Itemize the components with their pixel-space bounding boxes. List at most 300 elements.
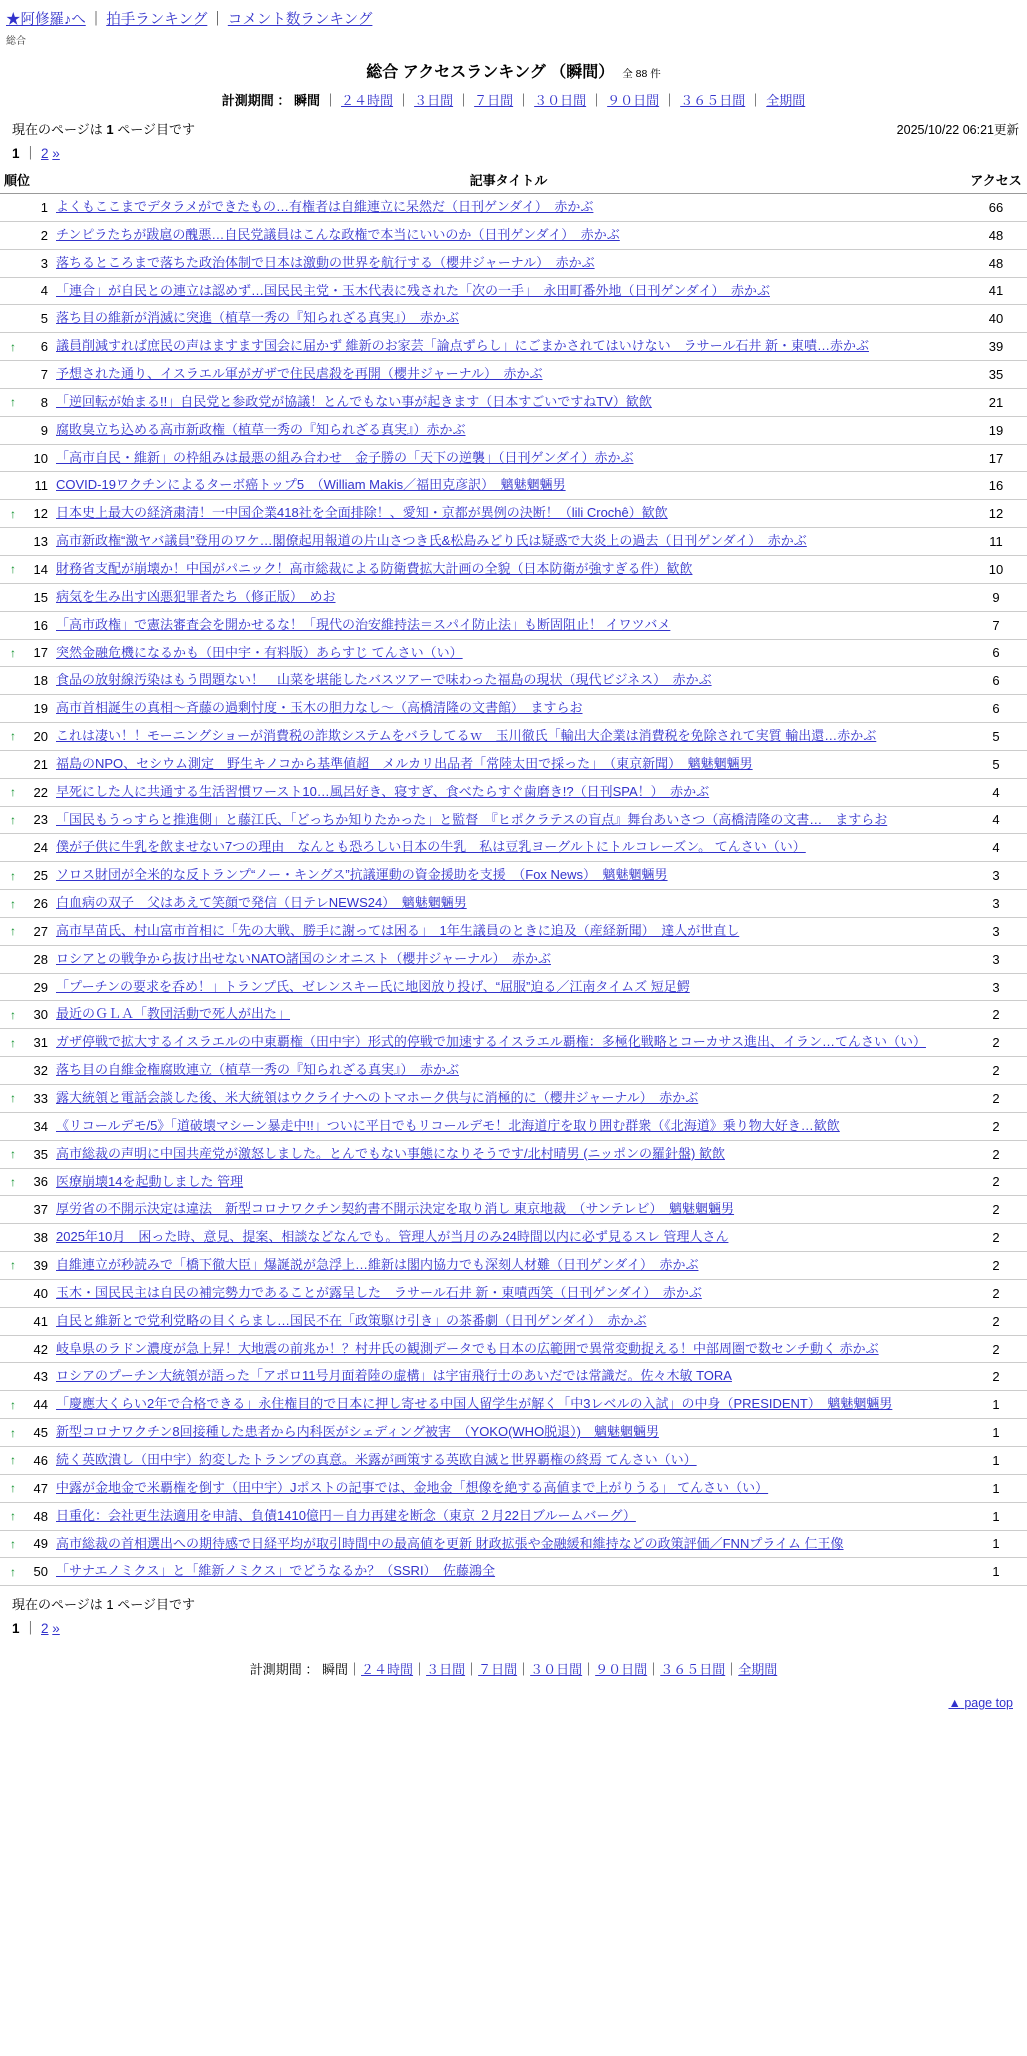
table-row	[0, 890, 1027, 918]
article-title-link[interactable]: 突然金融危機になるかも（田中宇・有料版）あらすじ てんさい（い）	[56, 644, 463, 660]
table-row	[0, 416, 1027, 444]
article-title-link[interactable]: ロシアのプーチン大統領が語った「アポロ11号月面着陸の虚構」は宇宙飛行士のあいだでは常識だ。佐々木敏 TORA	[56, 1368, 732, 1384]
table-row	[0, 611, 1027, 639]
arrow-up-icon: ↑	[10, 1091, 16, 1106]
article-title-link[interactable]: 早死にした人に共通する生活習慣ワースト10…風呂好き、寝すぎ、食べたらすぐ歯磨き!?（日刊SPA！） 赤かぶ	[56, 783, 710, 799]
rank-number: 50	[33, 1564, 48, 1580]
table-row	[0, 1391, 1027, 1419]
rank-number: 21	[33, 756, 48, 772]
arrow-up-icon: ↑	[10, 1509, 16, 1524]
table-row	[0, 1446, 1027, 1474]
title-cell	[52, 1196, 965, 1224]
rank-cell	[0, 1419, 52, 1447]
table-row	[0, 695, 1027, 723]
rank-number: 47	[33, 1480, 48, 1496]
rank-cell	[0, 416, 52, 444]
nav-link-applause-ranking[interactable]: 拍手ランキング	[106, 12, 208, 28]
current-page-prefix: 現在のページは	[12, 122, 103, 137]
rank-number: 6	[40, 339, 48, 355]
access-count-cell: 2	[965, 1252, 1027, 1280]
page-link-1: 1	[12, 146, 20, 161]
rank-number: 41	[33, 1313, 48, 1329]
current-page-suffix: ページ目です	[117, 122, 195, 137]
article-title-link[interactable]: 最近のＧＬＡ「教団活動で死人が出た」	[56, 1006, 291, 1022]
access-count-cell: 35	[965, 361, 1027, 389]
table-row	[0, 472, 1027, 500]
article-title-link[interactable]: 続く英欧潰し（田中宇）約変したトランプの真意。米露が画策する英欧自滅と世界覇権の終焉 てんさい（い）	[56, 1451, 697, 1467]
article-title-link[interactable]: 日重化：会社更生法適用を申請、負債1410億円－自力再建を断念（東京 ２月22日ブルームバーグ）	[56, 1507, 636, 1523]
rank-number: 24	[33, 840, 48, 856]
rank-cell	[0, 667, 52, 695]
page-link-2-bottom[interactable]: 2	[41, 1621, 49, 1637]
access-count-cell: 2	[965, 1168, 1027, 1196]
rank-cell	[0, 639, 52, 667]
table-row	[0, 1112, 1027, 1140]
access-count-cell: 3	[965, 917, 1027, 945]
rank-cell	[0, 611, 52, 639]
rank-number: 29	[33, 979, 48, 995]
rank-number: 33	[33, 1090, 48, 1106]
arrow-up-icon: ↑	[10, 395, 16, 410]
arrow-up-icon: ↑	[10, 562, 16, 577]
access-count-cell: 2	[965, 1196, 1027, 1224]
article-title-link[interactable]: 高市総裁の声明に中国共産党が激怒しました。とんでもない事態になりそうです/北村晴男 (ニッポンの羅針盤) 歓飲	[56, 1145, 725, 1161]
access-count-cell: 1	[965, 1530, 1027, 1558]
rank-number: 1	[40, 199, 48, 215]
page-title: 総合 アクセスランキング （瞬間）	[366, 64, 615, 81]
title-cell	[52, 778, 965, 806]
article-title-link[interactable]: 露大統領と電話会談した後、米大統領はウクライナへのトマホーク供与に消極的に（櫻井ジャーナル） 赤かぶ	[56, 1090, 699, 1105]
rank-number: 19	[33, 701, 48, 717]
arrow-up-icon: ↑	[10, 812, 16, 827]
article-title-link[interactable]: 自民と維新とで党利党略の目くらまし…国民不在「政策駆け引き」の茶番劇（日刊ゲンダイ） 赤かぶ	[56, 1312, 647, 1328]
access-count-cell: 1	[965, 1502, 1027, 1530]
article-title-link[interactable]: 議員削減すれば庶民の声はますます国会に届かず 維新のお家芸「論点ずらし」にごまかされてはいけない ラサール石井 新・東嘖…赤かぶ	[56, 338, 869, 354]
article-title-link[interactable]: これは凄い！！モーニングショーが消費税の詐欺システムをバラしてるｗ 玉川徹氏「輸出大企業は消費税を免除されて実質 輸出還…赤かぶ	[56, 728, 877, 744]
period-option-7d[interactable]: ７日間	[474, 93, 514, 108]
rank-number: 9	[40, 422, 48, 438]
rank-number: 28	[33, 951, 48, 967]
access-count-cell: 1	[965, 1474, 1027, 1502]
arrow-up-icon: ↑	[10, 1147, 16, 1162]
table-row	[0, 945, 1027, 973]
table-row	[0, 1252, 1027, 1280]
rank-number: 3	[40, 255, 48, 271]
title-cell	[52, 973, 965, 1001]
article-title-link[interactable]: 腐敗臭立ち込める高市新政権（植草一秀の『知られざる真実』）赤かぶ	[56, 421, 466, 437]
period-sep-3: ｜	[457, 93, 471, 108]
article-title-link[interactable]: 自維連立が秒読みで「橋下徹大臣」爆誕説が急浮上…維新は閣内協力でも深刻人材難（日刊ゲンダイ） 赤かぶ	[56, 1257, 699, 1273]
rank-number: 36	[33, 1174, 48, 1190]
access-count-cell: 6	[965, 695, 1027, 723]
title-cell	[52, 806, 965, 834]
title-cell	[52, 890, 965, 918]
rank-number: 25	[33, 868, 48, 884]
table-row	[0, 1474, 1027, 1502]
access-count-cell: 2	[965, 1140, 1027, 1168]
table-row	[0, 1168, 1027, 1196]
period-option-30d-bottom[interactable]: ３０日間	[530, 1662, 583, 1678]
rank-cell	[0, 528, 52, 556]
table-row	[0, 1057, 1027, 1085]
period-label-bottom: 計測期間 ：	[249, 1662, 319, 1678]
access-count-cell: 2	[965, 1029, 1027, 1057]
access-count-cell: 7	[965, 611, 1027, 639]
arrow-up-icon: ↑	[10, 1453, 16, 1468]
arrow-up-icon: ↑	[10, 1035, 16, 1050]
table-row	[0, 1140, 1027, 1168]
column-header-rank: 順位	[0, 168, 52, 194]
page-link-next-bottom[interactable]: »	[52, 1621, 60, 1637]
rank-number: 22	[33, 784, 48, 800]
rank-cell	[0, 500, 52, 528]
title-cell	[52, 1530, 965, 1558]
rank-cell	[0, 1391, 52, 1419]
title-cell	[52, 1085, 965, 1113]
nav-link-comment-ranking[interactable]: コメント数ランキング	[227, 12, 373, 28]
table-header-row	[0, 168, 1027, 194]
rank-number: 4	[40, 283, 48, 299]
rank-cell	[0, 1085, 52, 1113]
rank-cell	[0, 249, 52, 277]
article-title-link[interactable]: 落ち目の維新が消滅に突進（植草一秀の『知られざる真実』） 赤かぶ	[56, 310, 460, 326]
table-row	[0, 667, 1027, 695]
table-row	[0, 778, 1027, 806]
access-count-cell: 48	[965, 249, 1027, 277]
rank-cell	[0, 723, 52, 751]
title-cell	[52, 834, 965, 862]
access-count-cell: 2	[965, 1335, 1027, 1363]
breadcrumb: 総合	[6, 36, 26, 47]
period-option-all-bottom[interactable]: 全期間	[738, 1662, 778, 1678]
rank-cell	[0, 221, 52, 249]
rank-number: 7	[40, 366, 48, 382]
period-option-24h-bottom[interactable]: ２４時間	[361, 1662, 414, 1678]
rank-cell	[0, 1530, 52, 1558]
article-title-link[interactable]: よくもここまでデタラメができたもの…有権者は自維連立に呆然だ（日刊ゲンダイ） 赤かぶ	[56, 199, 594, 214]
article-title-link[interactable]: COVID-19ワクチンによるターボ癌トップ5 （William Makis／福田克彦訳） 魑魅魍魎男	[56, 477, 566, 493]
rank-number: 23	[33, 812, 48, 828]
table-row	[0, 1279, 1027, 1307]
period-option-24h[interactable]: ２４時間	[341, 93, 394, 108]
access-count-cell: 4	[965, 806, 1027, 834]
title-cell	[52, 862, 965, 890]
current-page-indicator-top	[12, 119, 195, 138]
article-title-link[interactable]: 《リコールデモ/5》「道破壊マシーン暴走中!!」ついに平日でもリコールデモ！北海道庁を取り囲む群衆（《北海道》乗り物大好き…歓飲	[56, 1117, 840, 1133]
access-count-cell: 12	[965, 500, 1027, 528]
rank-cell	[0, 305, 52, 333]
article-title-link[interactable]: 落ち目の自維金権腐敗連立（植草一秀の『知られざる真実』） 赤かぶ	[56, 1062, 460, 1078]
rank-cell	[0, 1112, 52, 1140]
title-cell	[52, 333, 965, 361]
rank-cell	[0, 1001, 52, 1029]
access-count-cell: 5	[965, 750, 1027, 778]
title-cell	[52, 388, 965, 416]
pager-sep-top: ｜	[23, 146, 38, 161]
article-title-link[interactable]: 「高市政権」で憲法審査会を開かせるな！「現代の治安維持法＝スパイ防止法」も断固阻止！ イワツバメ	[56, 616, 671, 632]
period-sep-5: ｜	[590, 93, 604, 108]
title-cell	[52, 945, 965, 973]
access-count-cell: 2	[965, 1279, 1027, 1307]
article-title-link[interactable]: 医療崩壊14を起動しました 管理	[56, 1173, 244, 1189]
access-count-cell: 3	[965, 890, 1027, 918]
rank-number: 35	[33, 1146, 48, 1162]
table-row	[0, 1029, 1027, 1057]
article-title-link[interactable]: 白血病の双子 父はあえて笑顔で発信（日テレNEWS24） 魑魅魍魎男	[56, 895, 467, 911]
title-cell	[52, 1029, 965, 1057]
rank-cell	[0, 945, 52, 973]
title-cell	[52, 1279, 965, 1307]
nav-link-home[interactable]: ★阿修羅♪へ	[6, 12, 86, 28]
table-row	[0, 500, 1027, 528]
article-title-link[interactable]: 財務省支配が崩壊か！中国がパニック！高市総裁による防衛費拡大計画の全貌（日本防衛が強すぎる件）歓飲	[56, 560, 693, 576]
arrow-up-icon: ↑	[10, 924, 16, 939]
title-cell	[52, 472, 965, 500]
access-count-cell: 21	[965, 388, 1027, 416]
article-title-link[interactable]: 岐阜県のラドン濃度が急上昇！大地震の前兆か！？村井氏の観測データでも日本の広範囲で異常変動捉える！中部周圏で数センチ動く 赤かぶ	[56, 1340, 879, 1356]
rank-number: 32	[33, 1063, 48, 1079]
article-title-link[interactable]: 「連合」が自民との連立は認めず…国民民主党・玉木代表に残された「次の一手」 永田町番外地（日刊ゲンダイ） 赤かぶ	[56, 282, 770, 298]
article-title-link[interactable]: 高市早苗氏、村山富市首相に「先の大戦、勝手に謝っては困る」 1年生議員のときに追及（産経新聞） 達人が世直し	[56, 922, 740, 938]
title-cell	[52, 249, 965, 277]
title-cell	[52, 1001, 965, 1029]
access-count-cell: 3	[965, 945, 1027, 973]
title-cell	[52, 1363, 965, 1391]
top-navigation	[0, 0, 1027, 32]
rank-cell	[0, 333, 52, 361]
arrow-up-icon: ↑	[10, 1007, 16, 1022]
title-cell	[52, 639, 965, 667]
access-count-cell: 17	[965, 444, 1027, 472]
rank-number: 5	[40, 311, 48, 327]
title-cell	[52, 528, 965, 556]
article-title-link[interactable]: 高市新政権“激ヤバ議員”登用のワケ…閣僚起用報道の片山さつき氏&松島みどり氏は疑惑で大炎上の過去（日刊ゲンダイ） 赤かぶ	[56, 533, 807, 549]
current-page-suffix-bottom: ページ目です	[117, 1597, 195, 1613]
page-link-1-bottom: 1	[12, 1621, 20, 1637]
current-page-prefix-bottom: 現在のページは	[12, 1597, 103, 1613]
article-title-link[interactable]: チンピラたちが跋扈の醜悪…自民党議員はこんな政権で本当にいいのか（日刊ゲンダイ） 赤かぶ	[56, 226, 620, 242]
page-link-next[interactable]: »	[52, 146, 60, 161]
table-row	[0, 1307, 1027, 1335]
access-count-cell: 48	[965, 221, 1027, 249]
rank-cell	[0, 1196, 52, 1224]
access-count-cell: 4	[965, 834, 1027, 862]
rank-cell	[0, 1474, 52, 1502]
rank-cell	[0, 917, 52, 945]
title-cell	[52, 611, 965, 639]
table-row	[0, 555, 1027, 583]
title-cell	[52, 1391, 965, 1419]
period-option-30d[interactable]: ３０日間	[534, 93, 587, 108]
page-link-2[interactable]: 2	[41, 146, 49, 161]
table-row	[0, 221, 1027, 249]
arrow-up-icon: ↑	[10, 868, 16, 883]
article-title-link[interactable]: 2025年10月 困った時、意見、提案、相談などなんでも。管理人が当月のみ24時間以内に必ず見るスレ 管理人さん	[56, 1229, 729, 1245]
article-title-link[interactable]: 高市首相誕生の真相〜斉藤の過剰忖度・玉木の胆力なし〜（高橋清隆の文書館） ますらお	[56, 700, 583, 716]
period-sep-6: ｜	[663, 93, 677, 108]
rank-number: 45	[33, 1425, 48, 1441]
table-row	[0, 249, 1027, 277]
rank-cell	[0, 1446, 52, 1474]
article-title-link[interactable]: 日本史上最大の経済粛清！一中国企業418社を全面排除！、愛知・京都が異例の決断！（lili Crochê）歓飲	[56, 505, 668, 521]
current-page-number-bottom: 1	[106, 1597, 114, 1613]
period-selector-top	[0, 90, 1027, 109]
total-count: 全 88 件	[622, 68, 661, 80]
title-cell	[52, 583, 965, 611]
column-header-title: 記事タイトル	[52, 168, 965, 194]
article-title-link[interactable]: 高市総裁の首相選出への期待感で日経平均が取引時間中の最高値を更新 財政拡張や金融緩和維持などの政策評価／FNNプライム 仁王像	[56, 1535, 844, 1551]
article-title-link[interactable]: 福島のNPO、セシウム測定 野生キノコから基準値超 メルカリ出品者「常陸太田で採った」 （東京新聞） 魑魅魍魎男	[56, 755, 753, 771]
period-option-90d-bottom[interactable]: ９０日間	[595, 1662, 648, 1678]
period-option-365d-bottom[interactable]: ３６５日間	[660, 1662, 726, 1678]
rank-cell	[0, 444, 52, 472]
article-title-link[interactable]: ソロス財団が全米的な反トランプ“ノー・キングス”抗議運動の資金援助を支援 （Fox News） 魑魅魍魎男	[56, 867, 668, 883]
article-title-link[interactable]: 「プーチンの要求を呑め！」トランプ氏、ゼレンスキー氏に地図放り投げ、“屈服”迫る／江南タイムズ 短足鰐	[56, 978, 690, 994]
access-count-cell: 2	[965, 1085, 1027, 1113]
article-title-link[interactable]: 「逆回転が始まる!!」自民党と参政党が協議！とんでもない事が起きます（日本すごいですねTV）歓飲	[56, 393, 652, 409]
article-title-link[interactable]: 玉木・国民民主は自民の補完勢力であることが露呈した ラサール石井 新・東嘖西笑（日刊ゲンダイ） 赤かぶ	[56, 1284, 702, 1300]
article-title-link[interactable]: 新型コロナワクチン8回接種した患者から内科医がシェディング被害 （YOKO(WHO脱退）) 魑魅魍魎男	[56, 1424, 660, 1440]
period-sep-1: ｜	[324, 93, 338, 108]
rank-cell	[0, 1558, 52, 1586]
access-count-cell: 2	[965, 1224, 1027, 1252]
period-label: 計測期間 ：	[221, 93, 291, 108]
article-title-link[interactable]: 中露が金地金で米覇権を倒す（田中宇）Jポストの記事では、金地金「想像を絶する高値まで上がりうる」 てんさい（い）	[56, 1479, 769, 1495]
access-count-cell: 6	[965, 639, 1027, 667]
article-title-link[interactable]: 「サナエノミクス」と「維新ノミクス」でどうなるか？（SSRI） 佐藤鴻全	[56, 1563, 496, 1579]
rank-number: 31	[33, 1035, 48, 1051]
article-title-link[interactable]: 予想された通り、イスラエル軍がガザで住民虐殺を再開（櫻井ジャーナル） 赤かぶ	[56, 366, 543, 382]
table-row	[0, 639, 1027, 667]
rank-number: 39	[33, 1257, 48, 1273]
table-row	[0, 1530, 1027, 1558]
arrow-up-icon: ↑	[10, 1536, 16, 1551]
period-option-365d[interactable]: ３６５日間	[680, 93, 746, 108]
title-cell	[52, 194, 965, 222]
table-row	[0, 917, 1027, 945]
rank-cell	[0, 555, 52, 583]
rank-cell	[0, 194, 52, 222]
page-top-link[interactable]	[948, 1696, 1013, 1710]
rank-number: 18	[33, 673, 48, 689]
table-row	[0, 333, 1027, 361]
article-title-link[interactable]: ガザ停戦で拡大するイスラエルの中東覇権（田中宇）形式的停戦で加速するイスラエル覇権：多極化戦略とコーカサス進出、イラン…てんさい（い）	[56, 1034, 926, 1050]
ranking-table	[0, 168, 1027, 1586]
table-row	[0, 1419, 1027, 1447]
access-count-cell: 2	[965, 1001, 1027, 1029]
article-title-link[interactable]: 厚労省の不開示決定は違法 新型コロナワクチン契約書不開示決定を取り消し 東京地裁 （サンテレビ） 魑魅魍魎男	[56, 1201, 735, 1217]
arrow-up-icon: ↑	[10, 896, 16, 911]
triangle-up-icon: ▲	[948, 1696, 961, 1711]
arrow-up-icon: ↑	[10, 785, 16, 800]
article-title-link[interactable]: 「慶應大くらい2年で合格できる」永住権目的で日本に押し寄せる中国人留学生が解く「中3レベルの入試」の中身（PRESIDENT） 魑魅魍魎男	[56, 1396, 893, 1412]
title-cell	[52, 1252, 965, 1280]
rank-cell	[0, 1168, 52, 1196]
period-selector-bottom	[0, 1659, 1027, 1682]
table-row	[0, 583, 1027, 611]
period-option-3d[interactable]: ３日間	[414, 93, 454, 108]
article-title-link[interactable]: 病気を生み出す凶悪犯罪者たち（修正版） めお	[56, 588, 336, 604]
pagination-bottom	[0, 1613, 1027, 1643]
title-cell	[52, 221, 965, 249]
meta-row-top	[0, 109, 1027, 138]
ranking-table-body	[0, 194, 1027, 1586]
rank-number: 43	[33, 1369, 48, 1385]
rank-number: 34	[33, 1118, 48, 1134]
access-count-cell: 2	[965, 1112, 1027, 1140]
access-count-cell: 2	[965, 1363, 1027, 1391]
access-count-cell: 1	[965, 1446, 1027, 1474]
table-row	[0, 194, 1027, 222]
arrow-up-icon: ↑	[10, 729, 16, 744]
period-sep-b2: ｜	[413, 1662, 427, 1678]
rank-cell	[0, 1252, 52, 1280]
rank-number: 49	[33, 1536, 48, 1552]
title-cell	[52, 416, 965, 444]
article-title-link[interactable]: ロシアとの戦争から抜け出せないNATO諸国のシオニスト（櫻井ジャーナル） 赤かぶ	[56, 950, 551, 966]
title-cell	[52, 1112, 965, 1140]
title-cell	[52, 1335, 965, 1363]
access-count-cell: 19	[965, 416, 1027, 444]
table-row	[0, 834, 1027, 862]
rank-number: 26	[33, 896, 48, 912]
access-count-cell: 1	[965, 1558, 1027, 1586]
arrow-up-icon: ↑	[10, 645, 16, 660]
period-option-90d[interactable]: ９０日間	[607, 93, 660, 108]
rank-number: 12	[33, 506, 48, 522]
title-cell	[52, 1224, 965, 1252]
article-title-link[interactable]: 食品の放射線汚染はもう問題ない！ 山菜を堪能したバスツアーで味わった福島の現状（現代ビジネス） 赤かぶ	[56, 672, 712, 688]
rank-number: 13	[33, 534, 48, 550]
article-title-link[interactable]: 僕が子供に牛乳を飲ませない7つの理由 なんとも恐ろしい日本の牛乳 私は豆乳ヨーグルトにトルコレーズン。 てんさい（い）	[56, 839, 806, 855]
access-count-cell: 11	[965, 528, 1027, 556]
table-row	[0, 1502, 1027, 1530]
arrow-up-icon: ↑	[10, 1174, 16, 1189]
article-title-link[interactable]: 落ちるところまで落ちた政治体制で日本は激動の世界を航行する（櫻井ジャーナル） 赤かぶ	[56, 254, 595, 270]
access-count-cell: 40	[965, 305, 1027, 333]
rank-cell	[0, 361, 52, 389]
period-sep-b3: ｜	[465, 1662, 479, 1678]
table-row	[0, 723, 1027, 751]
article-title-link[interactable]: 「国民もうっすらと推進側」と藤江氏、「どっちか知りたかった」と監督 『ヒポクラテスの盲点』舞台あいさつ（高橋清隆の文書… ますらお	[56, 811, 888, 827]
period-option-all[interactable]: 全期間	[766, 93, 806, 108]
period-option-3d-bottom[interactable]: ３日間	[426, 1662, 466, 1678]
period-sep-4: ｜	[517, 93, 531, 108]
article-title-link[interactable]: 「高市自民・維新」の枠組みは最悪の組み合わせ 金子勝の「天下の逆襲」（日刊ゲンダイ）赤かぶ	[56, 449, 634, 465]
period-sep-7: ｜	[749, 93, 763, 108]
access-count-cell: 16	[965, 472, 1027, 500]
rank-number: 17	[33, 645, 48, 661]
rank-number: 27	[33, 923, 48, 939]
rank-cell	[0, 1502, 52, 1530]
title-cell	[52, 1446, 965, 1474]
rank-cell	[0, 862, 52, 890]
access-count-cell: 6	[965, 667, 1027, 695]
rank-cell	[0, 1057, 52, 1085]
rank-cell	[0, 778, 52, 806]
title-cell	[52, 500, 965, 528]
rank-number: 11	[34, 478, 48, 494]
table-row	[0, 444, 1027, 472]
rank-cell	[0, 388, 52, 416]
period-sep-b6: ｜	[647, 1662, 661, 1678]
title-cell	[52, 1474, 965, 1502]
rank-cell	[0, 1363, 52, 1391]
period-option-7d-bottom[interactable]: ７日間	[478, 1662, 518, 1678]
access-count-cell: 39	[965, 333, 1027, 361]
title-cell	[52, 917, 965, 945]
title-cell	[52, 1057, 965, 1085]
